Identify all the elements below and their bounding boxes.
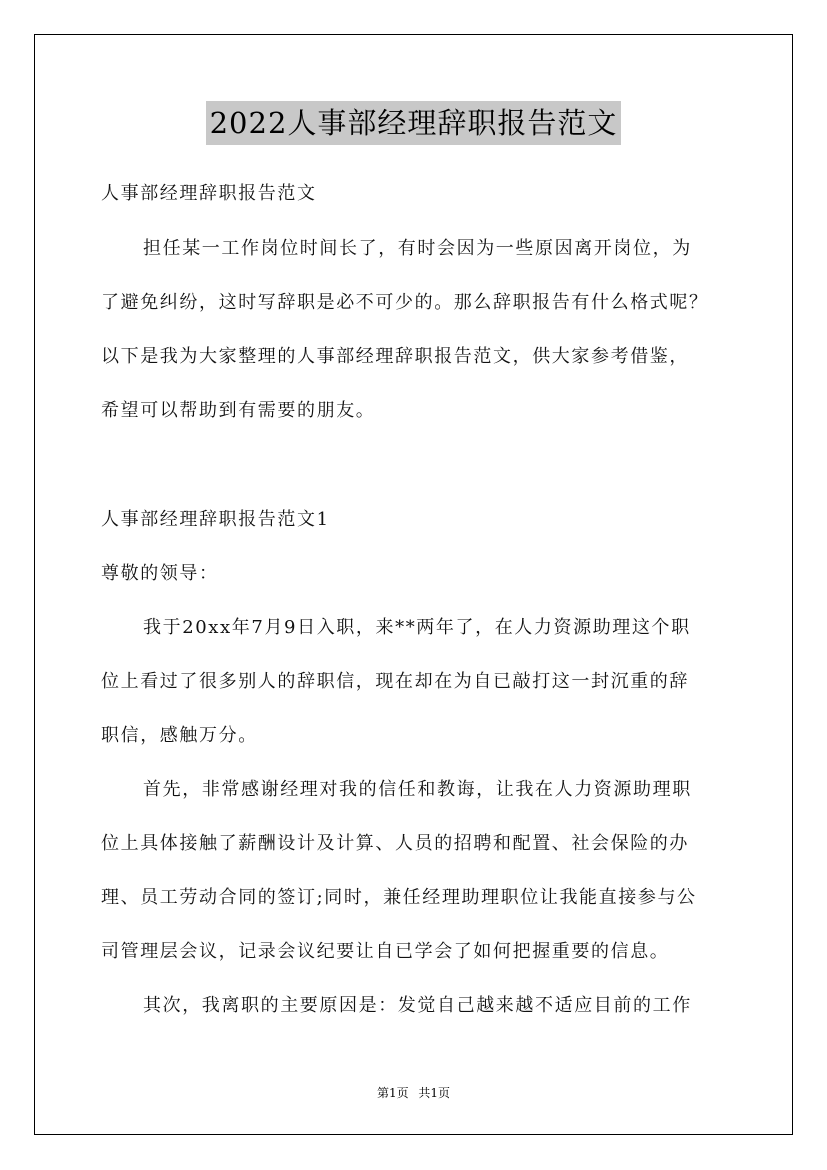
paragraph-line: 位上看过了很多别人的辞职信，现在却在为自已敲打这一封沉重的辞 [101, 671, 689, 692]
paragraph-line: 理、员工劳动合同的签订;同时，兼任经理助理职位让我能直接参与公 [101, 887, 697, 908]
page-number: 第1页 [376, 1086, 409, 1100]
paragraph-line: 司管理层会议，记录会议纪要让自已学会了如何把握重要的信息。 [101, 941, 670, 962]
paragraph-line: 我于20xx年7月9日入职，来**两年了，在人力资源助理这个职 [143, 617, 691, 638]
page-footer [0, 1084, 827, 1101]
subtitle-line: 人事部经理辞职报告范文 [101, 183, 317, 204]
paragraph-line: 了避免纠纷，这时写辞职是必不可少的。那么辞职报告有什么格式呢？ [101, 292, 709, 313]
paragraph-line: 职信，感触万分。 [101, 725, 258, 746]
paragraph-line: 以下是我为大家整理的人事部经理辞职报告范文，供大家参考借鉴， [101, 346, 689, 367]
paragraph-line: 其次，我离职的主要原因是：发觉自己越来越不适应目前的工作 [143, 995, 692, 1016]
paragraph-line: 希望可以帮助到有需要的朋友。 [101, 400, 376, 421]
paragraph-line: 首先，非常感谢经理对我的信任和教诲，让我在人力资源助理职 [143, 779, 692, 800]
page-total: 共1页 [418, 1086, 451, 1100]
section-heading: 人事部经理辞职报告范文1 [101, 509, 330, 530]
salutation: 尊敬的领导： [101, 563, 219, 584]
paragraph-line: 位上具体接触了薪酬设计及计算、人员的招聘和配置、社会保险的办 [101, 833, 689, 854]
paragraph-line: 担任某一工作岗位时间长了，有时会因为一些原因离开岗位，为 [143, 238, 692, 259]
document-title: 2022人事部经理辞职报告范文 [206, 101, 622, 145]
title-container [0, 101, 827, 145]
